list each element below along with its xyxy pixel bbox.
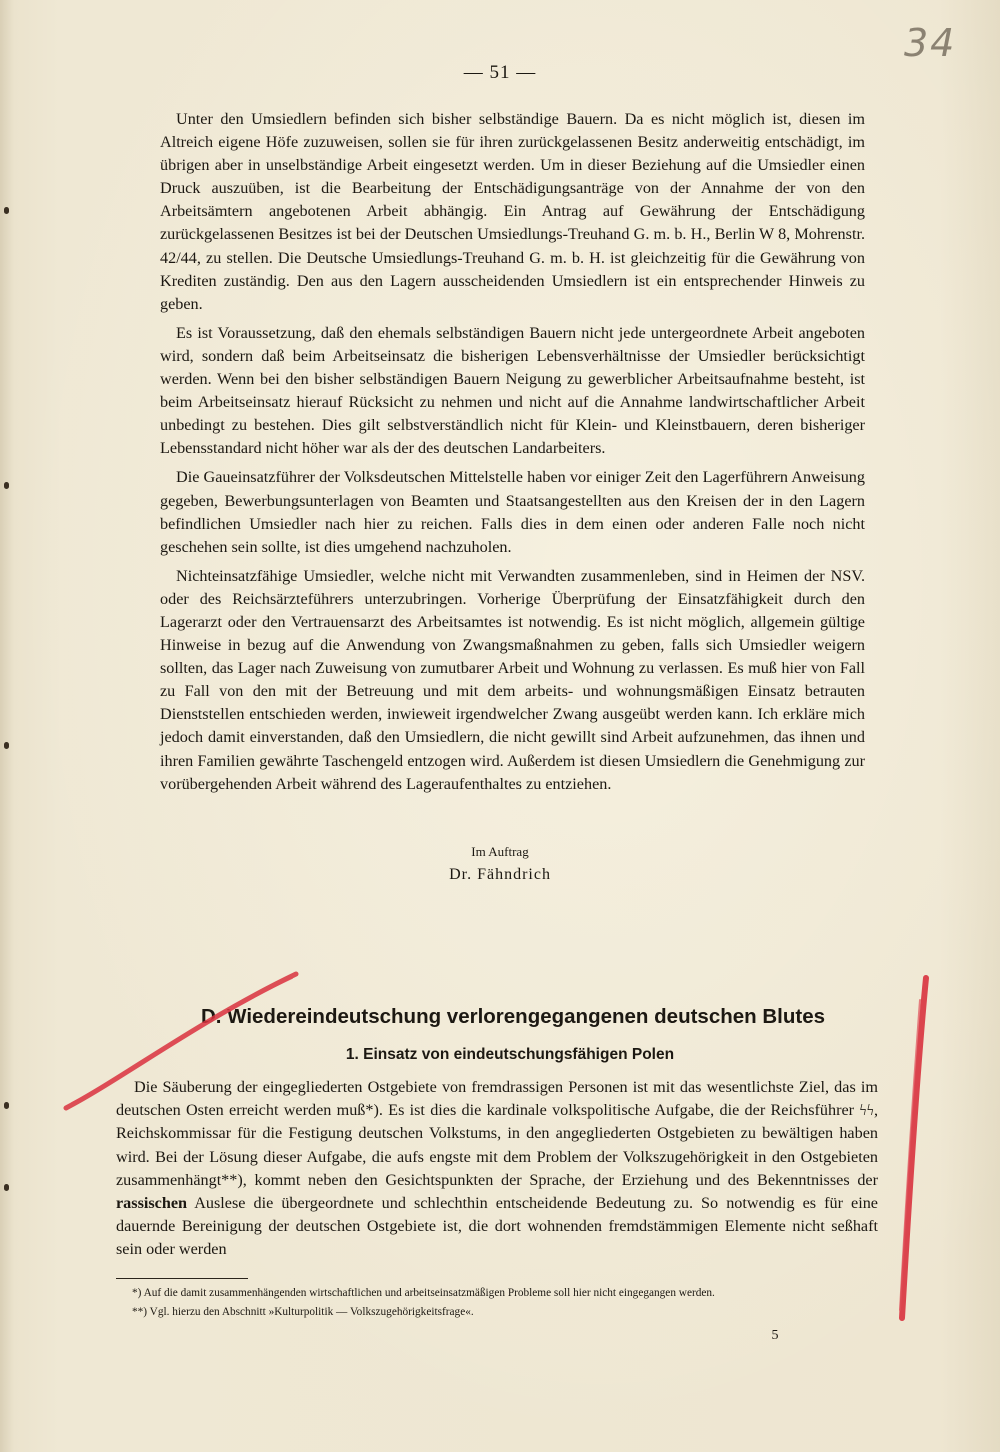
section-subheading: 1. Einsatz von eindeutschungsfähigen Polen [345,1046,675,1063]
paragraph: Unter den Umsiedlern befinden sich bisher selbständige Bauern. Da es nicht möglich ist, diesen im Altreich eigene Höfe zuzuweisen, sollen sie für ihren zurückgelassenen Besitz anderweitig entschädigt, im übrigen aber in unselbständige Arbeit eingesetzt werden. Um in dieser Beziehung auf die Umsiedler einen Druck auszuüben, ist die Bearbeitung der Entschädigungsanträge von der Annahme der von den Arbeitsämtern angebotenen Arbeit abhängig. Ein Antrag auf Gewährung der Entschädigung zurückgelassenen Besitzes ist bei der Deutschen Umsiedlungs-Treuhand G. m. b. H., Berlin W 8, Mohrenstr. 42/44, zu stellen. Die Deutsche Umsiedlungs-Treuhand G. m. b. H. ist gleichzeitig für die Gewährung von Krediten zuständig. Den aus den Lagern ausscheidenden Umsiedlern ist ein entsprechender Hinweis zu geben. [160,110,865,313]
red-vertical-margin-line [902,978,926,1318]
bold-word: rassischen [116,1194,188,1213]
paragraph [116,1076,878,1262]
punch-hole [4,1184,9,1191]
paragraph: Nichteinsatzfähige Umsiedler, welche nicht mit Verwandten zusammenleben, sind in Heimen der NSV. oder des Reichsärzteführers unterzubringen. Vorherige Überprüfung der Einsatzfähigkeit durch den Lagerarzt oder den Vertrauensarzt des Arbeitsamtes ist notwendig. Es ist nicht möglich, allgemein gültige Hinweise in bezug auf die Anwendung von Zwangsmaßnahmen zu geben, falls sich Umsiedler weigern sollten, das Lager nach Zuweisung von zumutbarer Arbeit und Wohnung zu verlassen. Es muß hier von Fall zu Fall von den mit der Betreuung und mit dem arbeits- und wohnungsmäßigen Einsatz betrauten Dienststellen entschieden werden, inwieweit irgendwelcher Zwang ausgeübt werden kann. Ich erkläre mich jedoch damit einverstanden, daß den Umsiedlern, die nicht gewillt sind Arbeit aufzunehmen, das ihnen und ihren Familien gewährte Taschengeld entzogen wird. Außerdem ist diesen Umsiedlern die Genehmigung zur vorübergehenden Arbeit während des Lageraufenthaltes zu entziehen. [160,566,865,793]
text-run: Auslese die übergeordnete und schlechthin entscheidende Bedeutung zu. So notwendig es für eine dauernde Bereinigung der deutschen Ostgebiete ist, die dort wohnenden fremdstämmigen Elemente nicht seßhaft sein oder werden [116,1194,878,1259]
punch-hole [4,1102,9,1109]
footnote: *) Auf die damit zusammenhängenden wirtschaftlichen und arbeitseinsatzmäßigen Probleme soll hier nicht eingegangen werden. [132,1287,715,1299]
footnotes [116,1284,886,1322]
signature-line-in-charge: Im Auftrag [471,844,529,859]
sheet-number: 5 [771,1328,779,1343]
signature-name: Dr. Fähndrich [449,866,551,883]
section-text [116,1076,878,1262]
footnote: **) Vgl. hierzu den Abschnitt »Kulturpolitik — Volkszugehörigkeitsfrage«. [132,1306,474,1318]
punch-hole [4,742,9,749]
body-text [160,108,865,802]
paragraph: Die Gaueinsatzführer der Volksdeutschen Mittelstelle haben vor einiger Zeit den Lagerführern Anweisung gegeben, Bewerbungsunterlagen von Beamten und Staatsangestellten aus den Kreisen der in den Lagern befindlichen Umsiedler nach hier zu reichen. Falls dies in dem einen oder anderen Falle noch nicht geschehen sein sollte, ist dies umgehend nachzuholen. [160,468,865,556]
punch-hole [4,207,9,214]
punch-hole [4,482,9,489]
text-run: Die Säuberung der eingegliederten Ostgebiete von fremdrassigen Personen ist mit das wesentlichste Ziel, das im deutschen Osten erreicht werden muß*). Es ist dies die kardinale volkspolitische Aufgabe, die der Reichsführer ϟϟ, Reichskommissar für die Festigung deutschen Volkstums, in den angegliederten Ostgebieten zu bewältigen haben wird. Bei der Lösung dieser Aufgabe, die aufs engste mit dem Problem der Volkszugehörigkeit in den Ostgebieten zusammenhängt**), kommt neben den Gesichtspunkten der Sprache, der Erziehung und des Bekenntnisses der [116,1078,878,1189]
paragraph: Es ist Voraussetzung, daß den ehemals selbständigen Bauern nicht jede untergeordnete Arbeit angeboten wird, sondern daß beim Arbeitseinsatz die bisherigen Lebensverhältnisse der Umsiedler berücksichtigt werden. Wenn bei den bisher selbständigen Bauern Neigung zu gewerblicher Arbeitsaufnahme besteht, ist beim Arbeitseinsatz hierauf Rücksicht zu nehmen und nicht auf die Annahme landwirtschaftlicher Arbeit unbedingt zu bestehen. Dies gilt selbstverständlich nicht für Klein- und Kleinstbauern, deren bisheriger Lebensstandard nicht höher war als der des deutschen Landarbeiters. [160,323,865,458]
signature-block [400,842,600,888]
section-heading: D. Wiedereindeutschung verlorengegangenen deutschen Blutes [200,1005,826,1028]
footnote-rule [116,1278,248,1279]
archive-number: 34 [904,21,957,65]
page-number: — 51 — [463,62,537,83]
red-vertical-margin-line-2 [900,1000,920,1310]
